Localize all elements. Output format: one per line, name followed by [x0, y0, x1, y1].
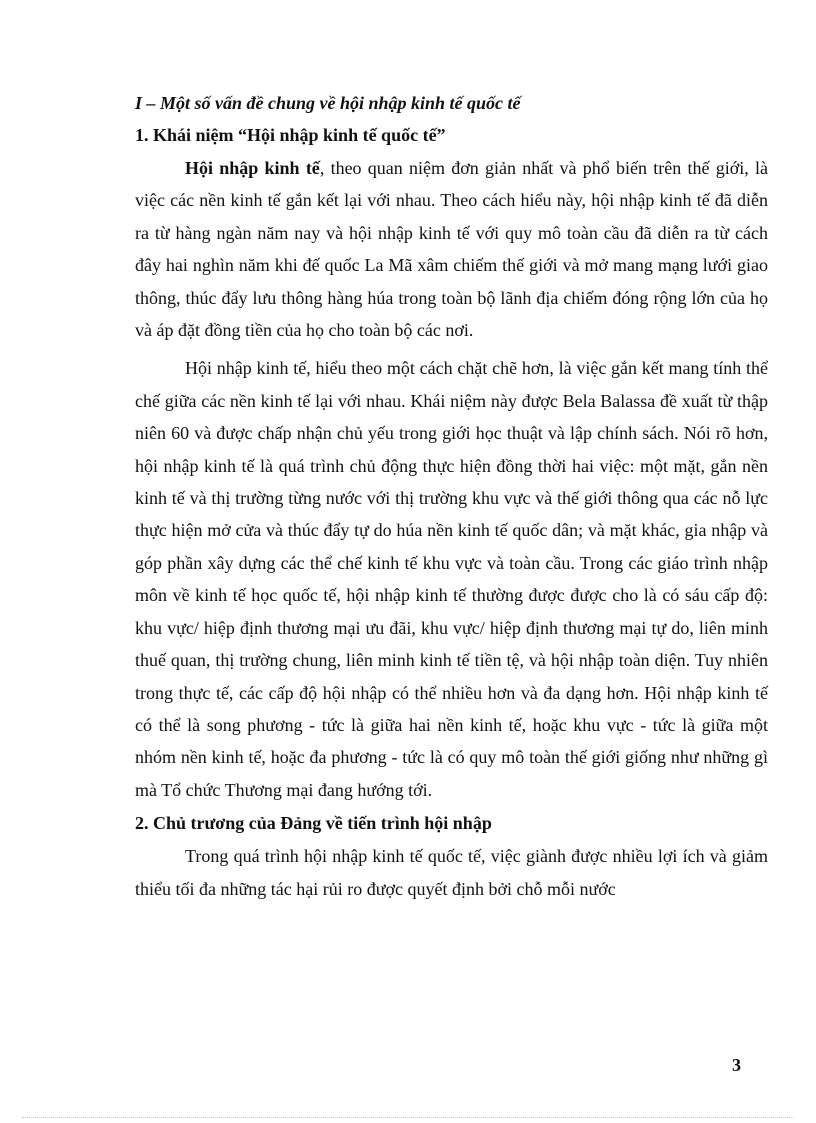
page-bottom-divider: [22, 1117, 794, 1118]
term-highlight: Hội nhập kinh tế: [185, 158, 320, 178]
paragraph-text: , theo quan niệm đơn giản nhất và phổ biến trên thế giới, là việc các nền kinh tế gắn kết lại với nhau. Theo cách hiểu này, hội nhập kinh tế đã diễn ra từ hàng ngàn năm nay và hội nhập kinh tế với quy mô toàn cầu đã diễn ra từ cách đây hai nghìn năm khi đế quốc La Mã xâm chiếm thế giới và mở mang mạng lưới giao thông, thúc đẩy lưu thông hàng húa trong toàn bộ lãnh địa chiếm đóng rộng lớn của họ và áp đặt đồng tiền của họ cho toàn bộ các nơi.: [135, 158, 768, 341]
page-number: 3: [732, 1055, 741, 1075]
section-title: I – Một số vấn đề chung về hội nhập kinh tế quốc tế: [135, 93, 521, 113]
page-body: [135, 88, 768, 905]
paragraph-definition-strict: Hội nhập kinh tế, hiểu theo một cách chặt chẽ hơn, là việc gắn kết mang tính thể chế giữa các nền kinh tế lại với nhau. Khái niệm này được Bela Balassa đề xuất từ thập niên 60 và được chấp nhận chủ yếu trong giới học thuật và lập chính sách. Nói rõ hơn, hội nhập kinh tế là quá trình chủ động thực hiện đồng thời hai việc: một mặt, gắn nền kinh tế và thị trường từng nước với thị trường khu vực và thế giới thông qua các nỗ lực thực hiện mở cửa và thúc đẩy tự do húa nền kinh tế quốc dân; và mặt khác, gia nhập và góp phần xây dựng các thể chế kinh tế khu vực và toàn cầu. Trong các giáo trình nhập môn về kinh tế học quốc tế, hội nhập kinh tế thường được được cho là có sáu cấp độ: khu vực/ hiệp định thương mại ưu đãi, khu vực/ hiệp định thương mại tự do, liên minh thuế quan, thị trường chung, liên minh kinh tế tiền tệ, và hội nhập toàn diện. Tuy nhiên trong thực tế, các cấp độ hội nhập có thể nhiều hơn và đa dạng hơn. Hội nhập kinh tế có thể là song phương - tức là giữa hai nền kinh tế, hoặc khu vực - tức là giữa một nhóm nền kinh tế, hoặc đa phương - tức là có quy mô toàn thế giới giống như những gì mà Tổ chức Thương mại đang hướng tới.: [135, 358, 768, 800]
paragraph-definition-simple: [135, 152, 768, 346]
heading-concept: 1. Khái niệm “Hội nhập kinh tế quốc tế”: [135, 125, 446, 145]
heading-party-policy: 2. Chủ trương của Đảng về tiến trình hội nhập: [135, 813, 492, 834]
paragraph-integration-process: Trong quá trình hội nhập kinh tế quốc tế, việc giành được nhiều lợi ích và giảm thiểu tối đa những tác hại rủi ro được quyết định bởi chỗ mỗi nước: [135, 846, 768, 899]
